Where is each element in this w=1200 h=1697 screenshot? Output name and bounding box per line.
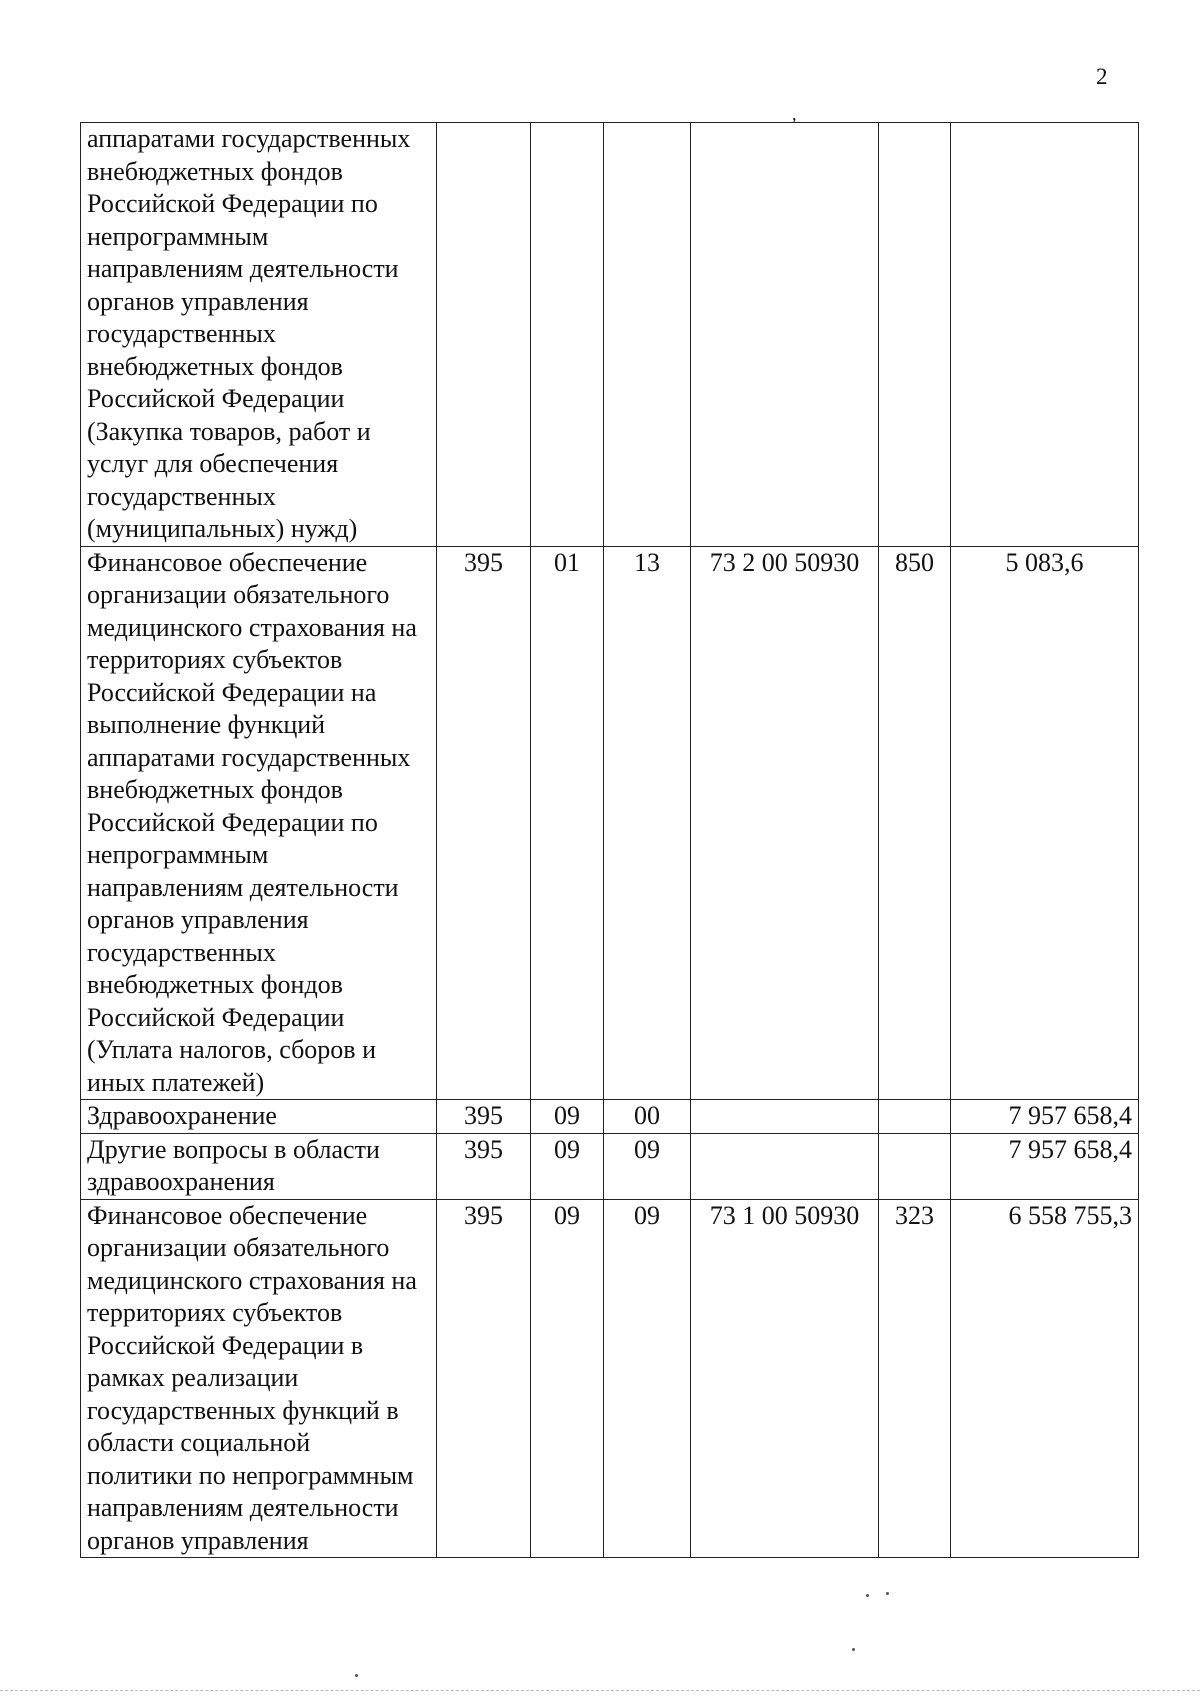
expense-type-code: 850: [879, 546, 951, 1100]
scan-speck: [866, 1594, 869, 1597]
section-code: [531, 123, 604, 547]
target-article-code: 73 1 00 50930: [691, 1199, 879, 1558]
expense-type-code: [879, 1100, 951, 1134]
description-text: Другие вопросы в области здравоохранения: [87, 1134, 380, 1196]
subsection-code: 09: [604, 1133, 691, 1199]
target-article-code: [691, 1133, 879, 1199]
subsection-code: 09: [604, 1199, 691, 1558]
ministry-code: 395: [437, 1100, 531, 1134]
scan-edge-line: [0, 1690, 1200, 1691]
subsection-code: [604, 123, 691, 547]
scan-speck: [355, 1674, 358, 1677]
ministry-code: 395: [437, 1199, 531, 1558]
expense-type-code: [879, 1133, 951, 1199]
expense-type-code: 323: [879, 1199, 951, 1558]
scan-speck: [886, 1592, 889, 1595]
description-text: Финансовое обеспечение организации обязательного медицинского страхования на территориях субъектов Российской Федерации в рамках реализации государственных функций в области социальной политики по непрограммным направлениям деятельности органов управления: [87, 1200, 417, 1555]
section-code: 09: [531, 1133, 604, 1199]
row-description: [81, 123, 437, 547]
budget-table: [80, 122, 1139, 1558]
expense-type-code: [879, 123, 951, 547]
table-row: [81, 1199, 1139, 1558]
table-row: [81, 1100, 1139, 1134]
target-article-code: 73 2 00 50930: [691, 546, 879, 1100]
section-code: 09: [531, 1100, 604, 1134]
ministry-code: 395: [437, 546, 531, 1100]
section-code: 01: [531, 546, 604, 1100]
ministry-code: 395: [437, 1133, 531, 1199]
table-row: [81, 123, 1139, 547]
amount-value: 7 957 658,4: [951, 1100, 1139, 1134]
ministry-code: [437, 123, 531, 547]
amount-value: [951, 123, 1139, 547]
scan-speck: [852, 1648, 855, 1651]
description-text: Финансовое обеспечение организации обязательного медицинского страхования на территориях субъектов Российской Федерации на выполнение функций аппаратами государственных внебюджетных фондов Российской Федерации по непрограммным направлениям деятельности органов управления государственных внебюджетных фондов Российской Федерации (Уплата налогов, сборов и иных платежей): [87, 547, 417, 1097]
row-description: [81, 1100, 437, 1134]
amount-value: 6 558 755,3: [951, 1199, 1139, 1558]
amount-value: 7 957 658,4: [951, 1133, 1139, 1199]
subsection-code: 13: [604, 546, 691, 1100]
description-text: Здравоохранение: [87, 1101, 277, 1130]
target-article-code: [691, 123, 879, 547]
row-description: [81, 1133, 437, 1199]
page-number: 2: [1096, 64, 1108, 89]
target-article-code: [691, 1100, 879, 1134]
table-row: [81, 1133, 1139, 1199]
row-description: [81, 1199, 437, 1558]
subsection-code: 00: [604, 1100, 691, 1134]
section-code: 09: [531, 1199, 604, 1558]
scan-mark: ,: [792, 104, 797, 124]
row-description: [81, 546, 437, 1100]
description-text: аппаратами государственных внебюджетных фондов Российской Федерации по непрограммным направлениям деятельности органов управления государственных внебюджетных фондов Российской Федерации (Закупка товаров, работ и услуг для обеспечения государственных (муниципальных) нужд): [87, 124, 411, 543]
amount-value: 5 083,6: [951, 546, 1139, 1100]
table-row: [81, 546, 1139, 1100]
